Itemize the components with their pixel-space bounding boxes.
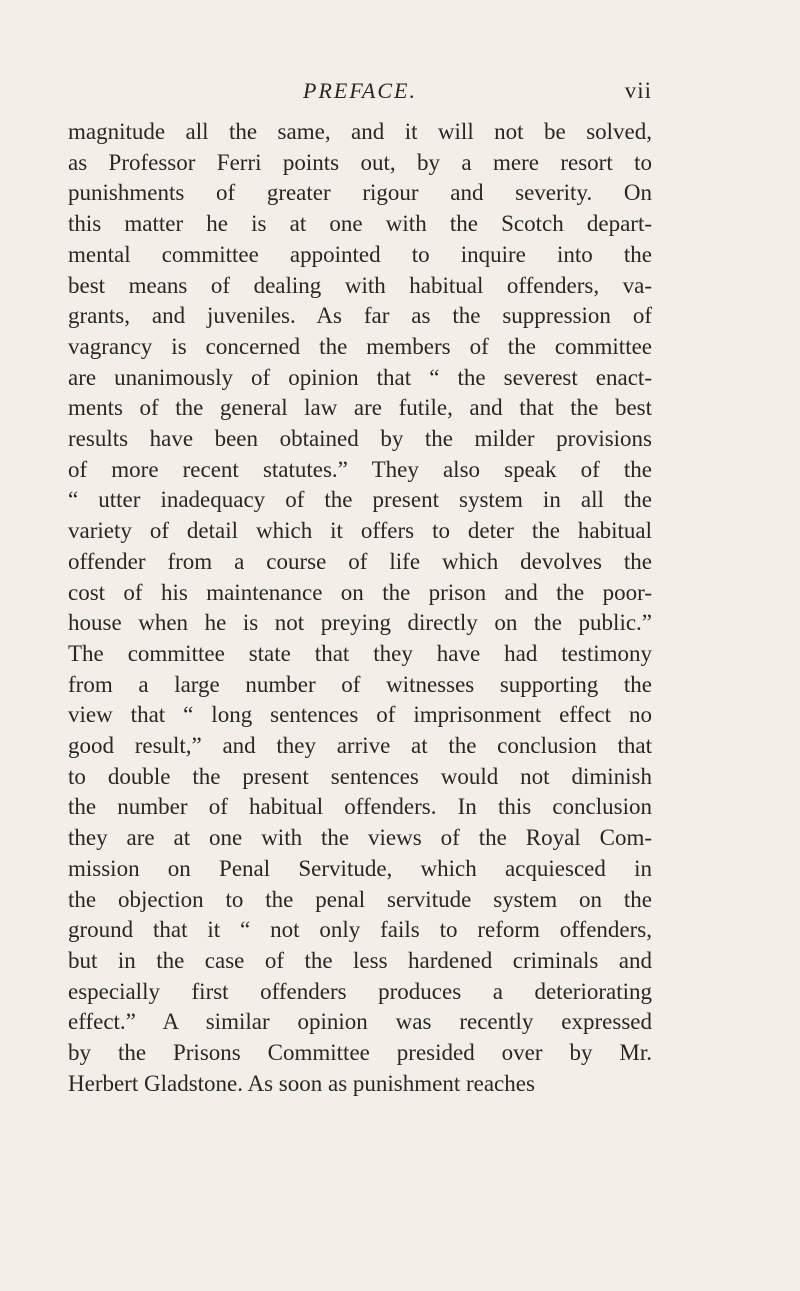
text-line: Herbert Gladstone. As soon as punishment reaches [68, 1070, 535, 1096]
text-line: The committee state that they have had testimony [68, 640, 652, 666]
text-line: to double the present sentences would not diminish [68, 763, 652, 789]
text-line: variety of detail which it offers to deter the habitual [68, 518, 652, 544]
text-line: grants, and juveniles. As far as the suppression of [68, 303, 652, 329]
text-line: from a large number of witnesses supporting the [68, 671, 652, 697]
running-head [68, 78, 652, 118]
text-line: ments of the general law are futile, and that the best [68, 395, 652, 421]
text-line: this matter he is at one with the Scotch depart- [68, 211, 652, 237]
text-line: magnitude all the same, and it will not be solved, [68, 119, 652, 144]
text-line: of more recent statutes.” They also speak of the [68, 456, 652, 482]
text-line: house when he is not preying directly on the public.” [68, 610, 652, 636]
running-title: PREFACE. [303, 78, 417, 103]
text-line: results have been obtained by the milder provisions [68, 426, 652, 452]
text-line: punishments of greater rigour and severity. On [68, 180, 652, 206]
text-line: mental committee appointed to inquire into the [68, 241, 652, 267]
text-line: “ utter inadequacy of the present system in all the [68, 487, 652, 513]
text-line: effect.” A similar opinion was recently expressed [68, 1009, 652, 1035]
text-line: cost of his maintenance on the prison and the poor- [68, 579, 652, 605]
text-line: by the Prisons Committee presided over by Mr. [68, 1040, 652, 1066]
text-line: vagrancy is concerned the members of the committee [68, 333, 652, 359]
text-line: especially first offenders produces a deteriorating [68, 978, 652, 1004]
text-line: offender from a course of life which devolves the [68, 548, 652, 574]
page-number: vii [624, 78, 652, 103]
text-line: best means of dealing with habitual offenders, va- [68, 272, 652, 298]
text-line: the objection to the penal servitude system on the [68, 886, 652, 912]
text-line: the number of habitual offenders. In this conclusion [68, 794, 652, 820]
text-line: as Professor Ferri points out, by a mere resort to [68, 149, 652, 175]
text-line: mission on Penal Servitude, which acquiesced in [68, 855, 652, 881]
text-line: they are at one with the views of the Royal Com- [68, 825, 652, 851]
text-line: good result,” and they arrive at the conclusion that [68, 733, 652, 759]
text-line: view that “ long sentences of imprisonment effect no [68, 702, 652, 728]
text-line: are unanimously of opinion that “ the severest enact- [68, 364, 652, 390]
body-text [68, 117, 652, 1100]
text-line: but in the case of the less hardened criminals and [68, 947, 652, 973]
text-line: ground that it “ not only fails to reform offenders, [68, 917, 652, 943]
